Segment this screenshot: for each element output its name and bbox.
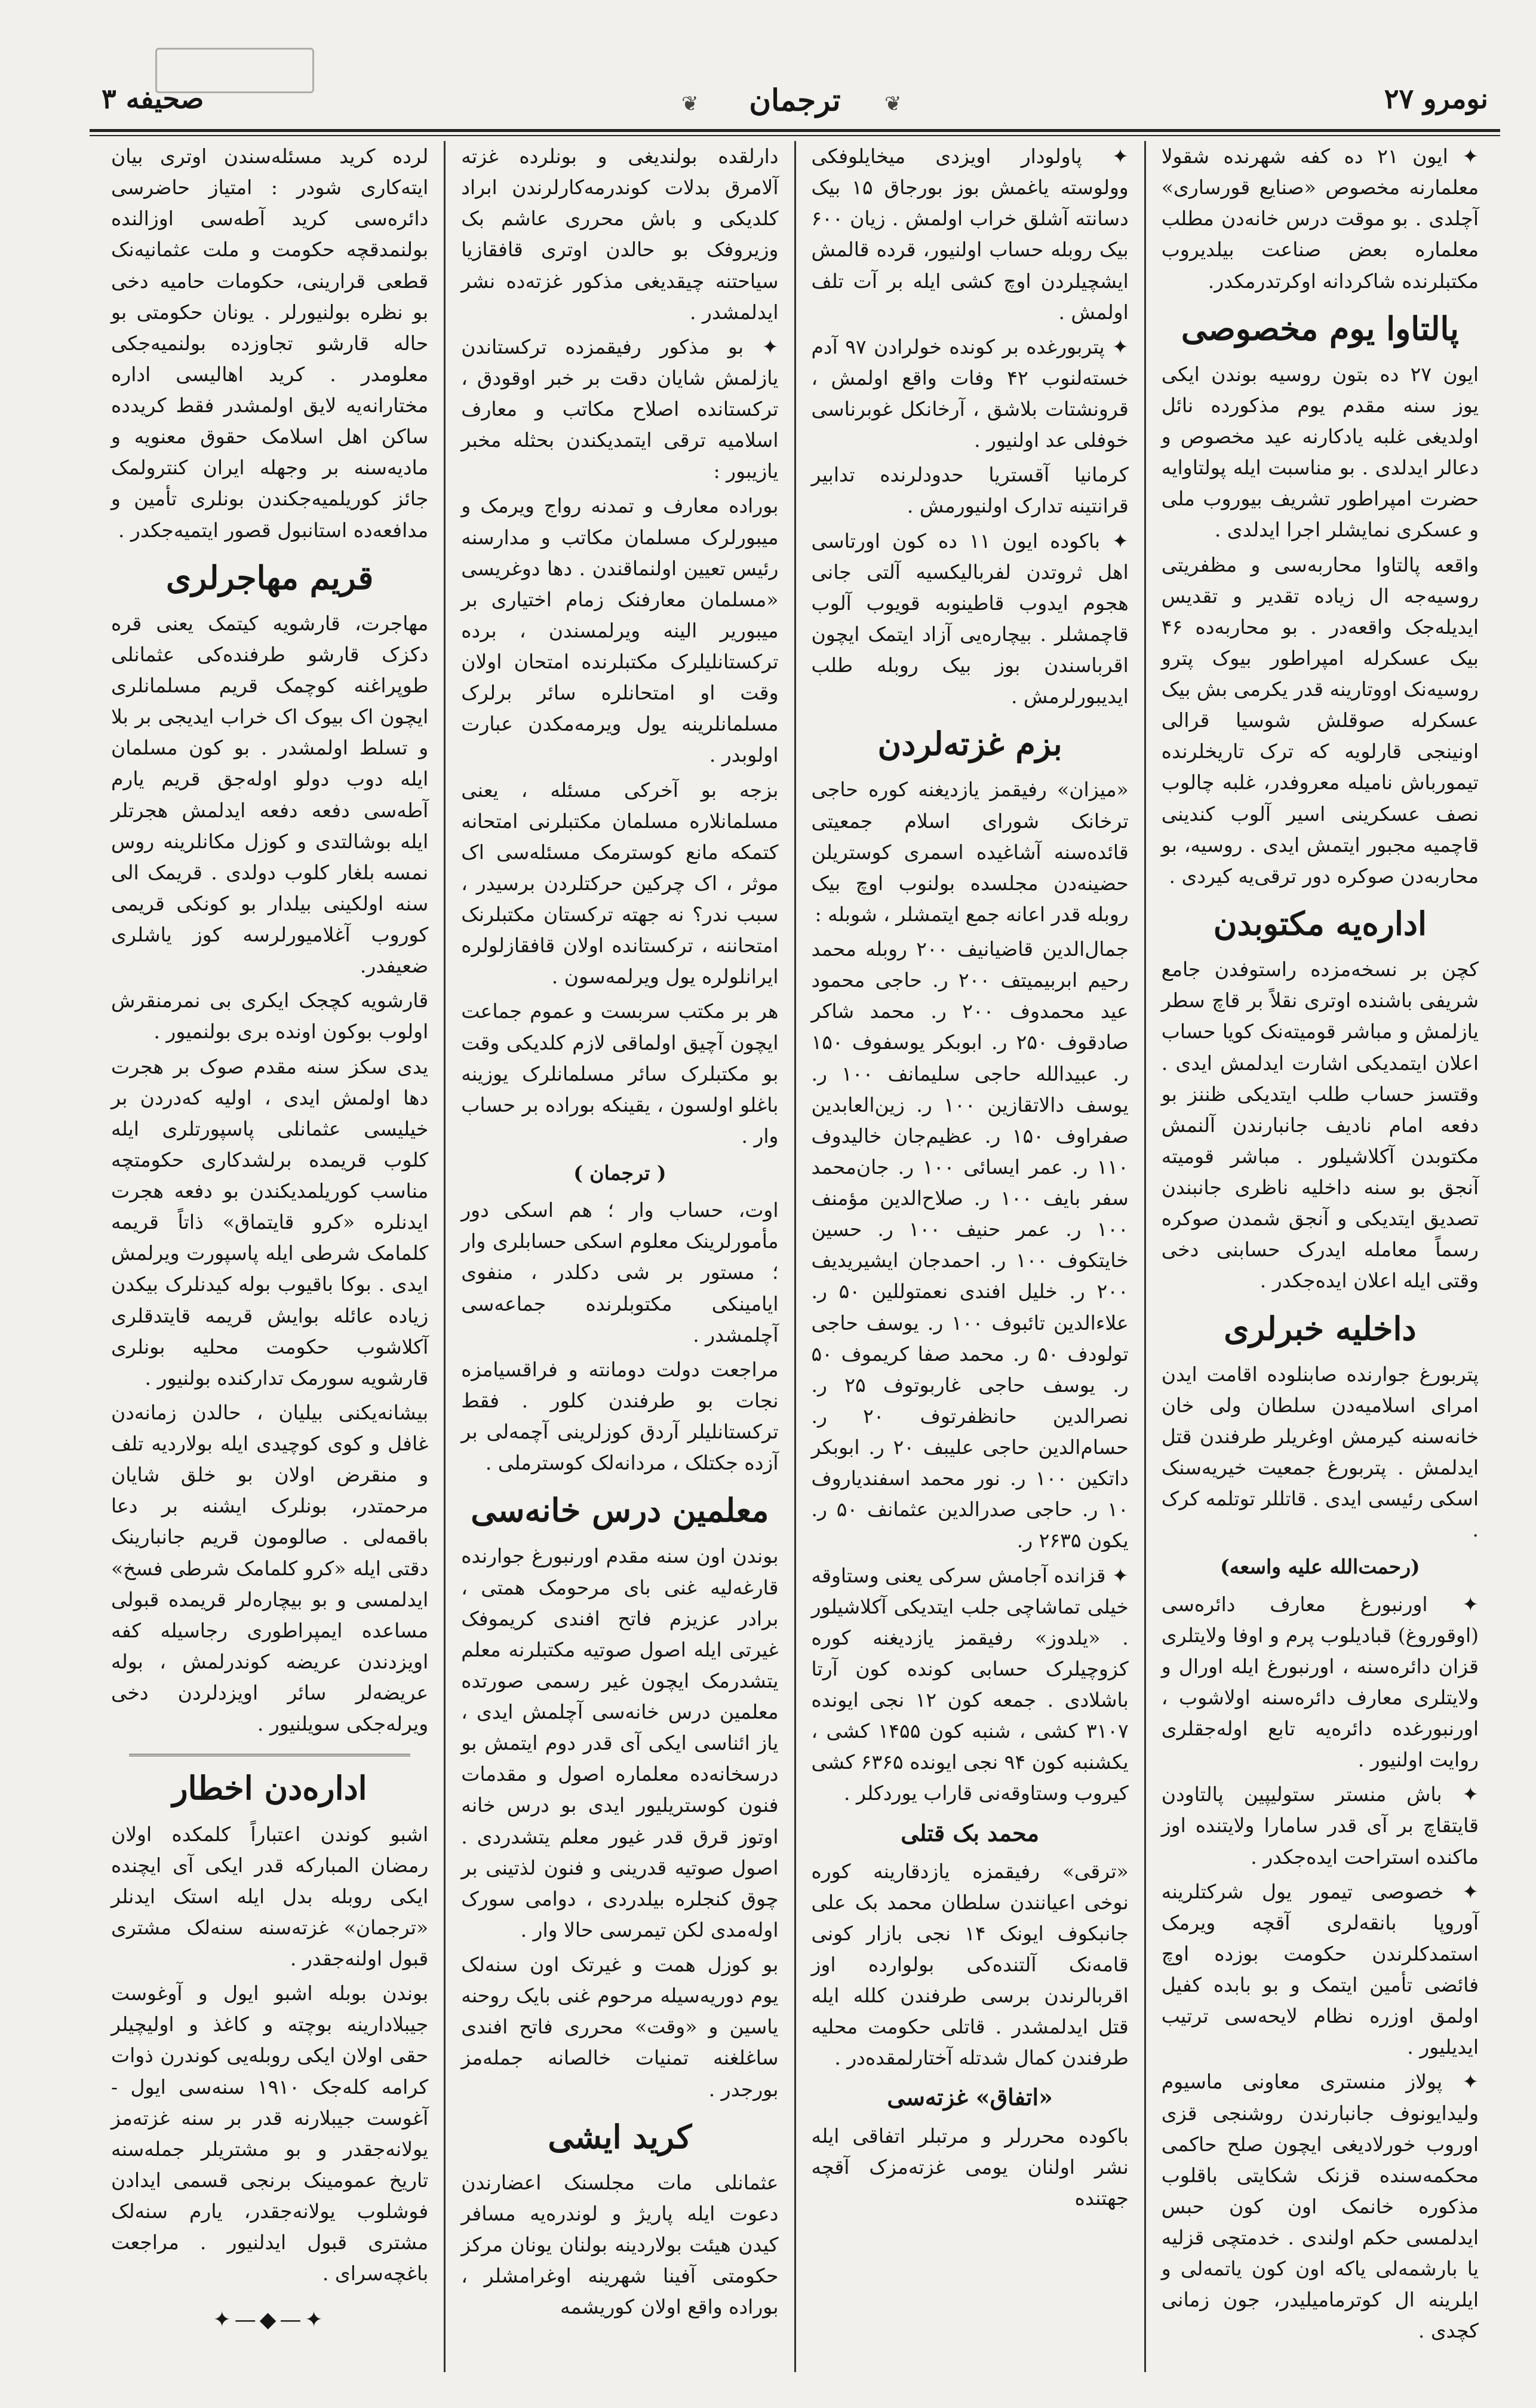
ornament-icon: ❦: [681, 92, 699, 116]
paragraph: اوت، حساب وار ؛ هم اسکی دور مأمورلرینک معلوم اسکی حسابلری وار ؛ مستور بر شی دکلدر ، منفوی ایامینکی مکتوبلرنده جماعه‌سی آچلمشدر .: [461, 1198, 779, 1346]
page-number: صحیفه ۳: [102, 82, 204, 115]
column-2: [794, 141, 1144, 2372]
article-columns: [96, 141, 1494, 2372]
paragraph: بوراده معارف و تمدنه رواج ویرمک و میبورلرک مسلمان مکاتب و مدارسنه رئیس تعیین اولنماقندن . دها دوغریسی «مسلمان معارفنک زمام اختیاری بر میبوریر الینه ویرلمسندن ، برده ترکستانلیلرک مکتبلرنده امتحان اولان وقت او امتحانلره سائر برلرک مسلمانلرینه یول ویرمه‌مکدن عبارت اولوبدر .: [461, 494, 779, 767]
column-4: [96, 141, 444, 2372]
section-heading: بزم غزته‌لردن: [877, 725, 1062, 763]
section-heading: کرید ایشی: [548, 2117, 692, 2156]
header-rule: [90, 129, 1500, 132]
paragraph: مهاجرت، قارشویه کیتمک یعنی قره دکزک قارشو طرفنده‌کی عثمانلی طوپراغنه کوچمک قریم مسلمانلری ایچون اک بیوک اک خراب ایدیجی بر بلا و تسلط اولمشدر . بو کون مسلمان ایله دوب دولو اوله‌جق قریم یارم آطه‌سی دفعه دفعه ایدلمش هجرتلر ایله بوشالتدی و کوزل مکانلرینه روس نمسه بلغار کلوب دولدی . قریمک الی سنه اولکینی بیلدار بو کونکی قریمی کوروب آغلامیورلرسه کوز یاشلری ضعیفدر.: [111, 611, 429, 978]
paragraph: دارلقده بولندیغی و بونلرده غزته آلامرق بدلات کوندرمه‌کارلرندن ابراد کلدیکی و باش محرری عاشم بک وزیروفک بو حالدن اوتری قافقازیا سیاحتنه چیقدیغی مذکور غزته‌ده نشر ایدلمشدر .: [461, 145, 779, 324]
news-item: ✦ خصوصی تیمور یول شرکتلرینه آوروپا بانقه‌لری آقچه ویرمک استمدکلرندن حکومت بوزده اوچ فائضی تأمین ایتمک و بو بابده کفیل اولمق اوزره نظام لایحه‌سی ترتیب ایدیلیور .: [1161, 1879, 1479, 2059]
news-item: ✦ پولاز منستری معاونی ماسیوم ولیدایونوف جانبارندن روشنجی قزی اوروب خورلادیغی ایچون صلح حاکمی محکمه‌سنده قزنک شکایتی باقلوب مذکوره خانمک اون کون حبس ایدلمسی حکم اولندی . خدمتچی قزلیه یا بارشمه‌لی یاکه اون کون یاتمه‌لی و ایلرینه ال کوترمامیلیدر، جون زمانی کچدی .: [1161, 2070, 1479, 2343]
column-3: [444, 141, 794, 2372]
section-heading: داخلیه خبرلری: [1224, 1309, 1417, 1348]
end-ornament-icon: ✦—◆—✦: [213, 2308, 327, 2333]
paragraph: بوندن اون سنه مقدم اورنبورغ جوارنده قارغه‌لیه غنی بای مرحومک همتی ، برادر عزیزم فاتح افندی کریموفک غیرتی ایله اصول صوتیه مکتبلرنه معلم یتشدرمک ایچون غیر رسمی صورتده معلمین درس خانه‌سی آچلمش ایدی ، یاز ائناسی ایکی آی قدر دوم ایتمش بو درسخانه‌ده معلماره اصول و مقدمات فنون کوستریلیور ایدی بو درس خانه اوتوز قرق قدر غیور معلم یتشدردی . اصول صوتیه قدرینی و فنون لذتینی بر چوق کنجلره بیلدردی ، دوامی سورک اوله‌مدی لکن تیمرسی حالا وار .: [461, 1544, 779, 1941]
news-item: ✦ قزانده آجامش سرکی یعنی وستاوقه خیلی تماشاچی جلب ایتدیکی آکلاشیلور . «یلدوز» رفیقمز یازدیغنه کوره کزوچیلرک حسابی کونده کون آرتا باشلادی . جمعه کون ۱۲ نجی ایونده ۳۱۰۷ کشی ، شنبه کون ۱۴۵۵ کشی ، یکشنبه کون ۹۴ نجی ایونده ۶۳۶۵ کشی کیروب وستاوقه‌نی قاراب یوردکلر .: [811, 1563, 1129, 1805]
paragraph: ایون ۲۷ ده بتون روسیه بوندن ایکی یوز سنه مقدم یوم مذکورده نائل اولدیغی غلبه یادکارنه عید مخصوص و دعالر ایدلدی . بو مناسبت ایله پولتاوایه حضرت امپراطور تشریف بیوروب ملی و عسکری نمایشلر اجرا ایدلدی .: [1161, 362, 1479, 542]
donor-list: جمال‌الدین قاضیانیف ۲۰۰ روبله محمد رحیم ابربیمیتف ۲۰۰ ر. حاجی محمود عید محمدوف ۲۰۰ ر. محمد شاکر صادقوف ۲۵۰ ر. ابوبکر یوسفوف ۱۵۰ ر. عبیدالله حاجی سلیمانف ۱۰۰ ر. یوسف دالاتقازین ۱۰۰ ر. زین‌العابدین صفراوف ۱۵۰ ر. عظیم‌جان خالیدوف ۱۱۰ ر. عمر ایسائی ۱۰۰ ر. جان‌محمد سفر بایف ۱۰۰ ر. صلاح‌الدین مؤمنف ۱۰۰ ر. عمر حنیف ۱۰۰ ر. حسین خایتکوف ۱۰۰ ر. احمدجان ایشیریدیف ۲۰۰ ر. خلیل افندی نعمتوللین ۵۰ ر. علاءالدین تائبوف ۱۰۰ ر. یوسف حاجی تولودف ۵۰ ر. محمد صفا کریموف ۵۰ ر. یوسف حاجی غاربوتوف ۲۵ ر. نصرالدین حانظفرتوف ۲۰ ر. حسام‌الدین حاجی علیبف ۲۰ ر. ابوبکر داتکین ۱۰۰ ر. نور محمد اسفندیاروف ۱۰ ر. حاجی صدرالدین عثمانف ۵۰ ر. یکون ۲۶۳۵ ر.: [811, 937, 1129, 1553]
subheading: محمد بک قتلی: [901, 1819, 1039, 1846]
signature: ( ترجمان ): [573, 1161, 666, 1185]
news-item: ✦ اورنبورغ معارف دائره‌سی (اوقوروغ) قبادیلوب پرم و اوفا ولایتلری قزان دائره‌سنه ، اورنبورغ ایله اورال و ولایتلری معارف دائره‌سنه اولاشوب ، اورنبورغده دائره‌یه تابع اوله‌جقلری روایت اولنیور .: [1161, 1592, 1479, 1772]
ornament-icon: ❦: [884, 92, 902, 116]
news-item: ✦ بو مذکور رفیقمزده ترکستاندن یازلمش شایان دقت بر خبر اوقودق ، ترکستانده اصلاح مکاتب و معارف اسلامیه ترقی ایتمدیکندن بحثله مخبر یازیبور :: [461, 335, 779, 483]
section-heading: معلمین درس خانه‌سی: [471, 1491, 769, 1530]
section-heading: قریم مهاجرلری: [165, 558, 374, 597]
dedication-line: (رحمت‌الله علیه واسعه): [1220, 1555, 1420, 1579]
masthead: [90, 72, 1500, 143]
paragraph: باکوده محررلر و مرتبلر اتفاقی ایله نشر اولنان یومی غزته‌مزک آقچه جهتنده: [811, 2124, 1129, 2210]
section-heading: پالتاوا یوم مخصوصی: [1181, 309, 1459, 348]
paragraph: عثمانلی مات مجلسنک اعضارندن دعوت ایله پاریژ و لوندره‌یه مسافر کیدن هیئت بولاردینه بولنان یونان مرکز حکومتی آفینا شهرینه اوغرامشلر ، بوراده واقع اولان کوریشمه: [461, 2170, 779, 2319]
column-1: [1144, 141, 1494, 2372]
section-heading: اداره‌دن اخطار: [172, 1769, 367, 1808]
paragraph: کرمانیا آقستریا حدودلرنده تدابیر قرانتینه تدارک اولنیورمش .: [811, 463, 1129, 518]
paragraph: بزجه بو آخرکی مسئله ، یعنی مسلمانلاره مسلمان مکتبلرنی امتحانه کتمکه مانع کوسترمک مسئله‌سی اک موثر ، اک چرکین حرکتلردن برسیدر ، سبب ندر؟ نه جهته ترکستان مکتبلرنک امتحاننه ، ترکستانده اولان قافقازلولره ایرانلولره یول ویرلمه‌سون .: [461, 778, 779, 989]
section-heading: اداره‌یه مکتوبدن: [1213, 904, 1427, 943]
news-item: ✦ پاولودار اویزدی میخایلوفکی وولوسته یاغمش بوز بورجاق ۱۵ بیک دسانته آشلق خراب اولمش . زیان ۶۰۰ بیک روبله حساب اولنیور، قرده قالمش ایشچیلردن اوچ کشی ایله بر آت تلف اولمش .: [811, 145, 1129, 324]
header-rule: [90, 135, 1500, 136]
paragraph: یدی سکز سنه مقدم صوک بر هجرت دها اولمش ایدی ، اولیه که‌دردن بر خیلیسی عثمانلی پاسپورتلری ایله کلوب قریمده برلشدکاری حکومتچه مناسب کوریلمدیکندن بو دفعه هجرت ایدنلره «کرو قایتماق» ذاتاً قریمه کلمامک شرطی ایله پاسپورت ویرلمش ایدی . بوکا باقیوب بوله کیدنلرک بیکدن زیاده عائله بوایش قریمه قایتدقلری آکلاشوب حکومت محلیه بونلری قارشویه سورمک تدارکنده بولنیور .: [111, 1054, 429, 1389]
issue-number: نومرو ۲۷: [1384, 82, 1488, 115]
paragraph: بوندن بوبله اشبو ایول و آوغوست جیبلادارینه بوچته و کاغذ و اولیچیلر حقی اولان ایکی روبله‌یی کوندرن ذوات کرامه کله‌جک ۱۹۱۰ سنه‌سی ایول - آغوست جیبلارنه قدر بر سنه غزته‌مز یولانه‌جقدر و بو مشتریلر جمله‌سنه تاریخ عمومینک برنجی قسمی ایدادن فوشلوب یولانه‌جقدر، یارم سنه‌لک مشتری قبول ایدلنیور . مراجعت باغچه‌سرای .: [111, 1981, 429, 2286]
subheading: «اتفاق» غزته‌سی: [887, 2084, 1053, 2111]
paper-title: ترجمان: [749, 82, 841, 118]
paragraph: بیشانه‌یکنی بیلیان ، حالدن زمانه‌دن غافل و کوی کوچیدی ایله بولاردیه تلف و منقرض اولان بو خلق شایان مرحمتدر، بونلرک ایشنه بر دعا باقمه‌لی . صالومون قریم جانبارینک دقتی ایله «کرو کلمامک شرطی فسخ» ایدلمسی و بو بیچاره‌لر قریمده قبولی مساعده ایمپراطوری رجاسیله کفه اویزدندن عریضه کوندرلمش ، بوله عریضه‌لر سائر اویزدلردن دخی ویرله‌جکی سویلنیور .: [111, 1400, 429, 1736]
news-item: ✦ باکوده ایون ۱۱ ده کون اورتاسی اهل ثروتدن لفربالیکسیه آلتی جانی هجوم ایدوب قاطینوبه قویوب آلوب قاچمشلر . بیچاره‌یی آزاد ایتمک ایچون اقرباسندن بوز بیک روبله طلب ایدیبورلرمش .: [811, 529, 1129, 708]
paragraph: کچن بر نسخه‌مزده راستوفدن جامع شریفی باشنده اوتری نقلاً بر قاچ سطر یازلمش و مباشر قومیته‌نک کویا حساب اعلان ایتمدیکی اشارت ایدلمش ایدی . وقتسز حساب طلب ایتدیکی ظننز بو دفعه امام نادیف جانبارندن آلنمش مکتوبدن آکلاشیلور . مباشر قومیته آنجق بو سنه داخلیه ناظری جانبندن تصدیق ایتدیکی و آنجق شمدن صوکره رسماً معامله ایدرک حسابنی دخی وقتی ایله اعلان ایده‌جکدر .: [1161, 958, 1479, 1293]
paragraph: قارشویه کچجک ایکری بی نمرمنقرش اولوب بوکون اونده بری بولنمیور .: [111, 989, 429, 1044]
news-item: ✦ باش منستر ستولیپین پالتاودن قایتقاچ بر آی قدر سامارا ولایتنده اوز ماکنده استراحت ایده‌جکدر .: [1161, 1783, 1479, 1869]
section-divider: [129, 1754, 410, 1756]
paragraph: پتربورغ جوارنده صابنلوده اقامت ایدن امرای اسلامیه‌دن سلطان ولی خان خانه‌سنه کیرمش اوغریلر طرفندن قتل ایدلمش . پتربورغ جمعیت خیریه‌سنک اسکی رئیسی ایدی . قاتللر توتلمه کرک .: [1161, 1362, 1479, 1542]
paragraph: بو کوزل همت و غیرتک اون سنه‌لک یوم دوریه‌سیله مرحوم غنی بایک روحنه یاسین و «وقت» محرری فاتح افندی ساغلغنه تمنیات خالصانه جمله‌مز بورجدر .: [461, 1953, 779, 2101]
paragraph: هر بر مکتب سربست و عموم جماعت ایچون آچیق اولماقی لازم کلدیکی وقت بو مکتبلرک سائر مسلمانلرک یوزینه باغلو اولسون ، یقینکه بوراده بر حساب وار .: [461, 999, 779, 1148]
paragraph: اشبو کوندن اعتباراً کلمکده اولان رمضان المبارکه قدر ایکی آی ایچنده ایکی روبله بدل ایله استک ایدنلر «ترجمان» غزته‌سنه سنه‌لک مشتری قبول اولنه‌جقدر .: [111, 1822, 429, 1970]
news-item: ✦ ایون ۲۱ ده کفه شهرنده شقولا معلمارنه مخصوص «صنایع قورساری» آچلدی . بو موقت درس خانه‌دن مطلب معلماره بعض صناعت بیلدیروب مکتبلرنده شاکردانه اوکرتدرمکدر.: [1161, 145, 1479, 293]
paragraph: مراجعت دولت دومانته و فراقسیامزه نجات بو طرفندن کلور . فقط ترکستانلیلر آردق کوزلرینی آچمه‌لی بر آزده جکتلک ، مردانه‌لک کوسترملی .: [461, 1357, 779, 1475]
news-item: ✦ پتربورغده بر کونده خولرادن ۹۷ آدم خسته‌لنوب ۴۲ وفات واقع اولمش ، قرونشتات بلاشق ، آرخانکل غوبرناسی خوفلی عد اولنیور .: [811, 335, 1129, 452]
paragraph: «ترقی» رفیقمزه یازدقارینه کوره نوخی اعیانندن سلطان محمد بک علی جانبکوف ایونک ۱۴ نجی بازار کونی قامه‌نک آلتنده‌کی بولوارده اوز اقربالرندن برسی طرفندن کلله ایله قتل ایدلمشدر . قاتلی حکومت محلیه طرفندن کمال شدتله آختارلمقده‌در .: [811, 1859, 1129, 2070]
paragraph: «میزان» رفیقمز یازدیغنه کوره حاجی ترخانک شورای اسلام جمعیتی قائده‌سنه آشاغیده اسمری کوستریلن حضینه‌دن مجلسده بولنوب اوچ بیک روبله قدر اعانه جمع ایتمشلر ، شوبله :: [811, 778, 1129, 926]
paragraph: لرده کرید مسئله‌سندن اوتری بیان ایته‌کاری شودر : امتیاز حاضرسی دائره‌سی کرید آطه‌سی اوزالنده بولنمدقچه حکومت و ملت عثمانیه‌نک قطعی قرارینی، حکومات حامیه دخی بو نظره بولنیورلر . یونان حکومتی بو حاله قارشو تجاوزده بولنمیه‌جکی معلومدر . کرید اهالیسی اداره مختارانه‌یه لایق اولمشدر فقط کریدده ساکن اهل اسلامک حقوق معنویه و مادیه‌سنه بر وجهله ایران کنترولمک جائز کوریلمیه‌جکندن بونلری تأمین و مدافعه‌ده استانبول قصور ایتمیه‌جکدر .: [111, 145, 429, 542]
paragraph: واقعه پالتاوا محاربه‌سی و مظفریتی روسیه‌جه ال زیاده تقدیر و تقدیس ایدیله‌جک واقعه‌در . بو محاربه‌ده ۴۶ بیک عسکرله امپراطور بیوک پترو روسیه‌نک اووتارینه قدر یکرمی بش بیک عسکرله صوقلش شوسیا قرالی اونینجی قارلویه که ترک تاریخلرنده تیمورباش نامیله معروفدر، غلبه چالوب نصف عسکرینی اسیر آلوب کندینی قاچمیه مجبور ایتمش ایدی . روسیه، بو محاربه‌دن صوکره دور ترقی‌یه کیردی .: [1161, 553, 1479, 888]
